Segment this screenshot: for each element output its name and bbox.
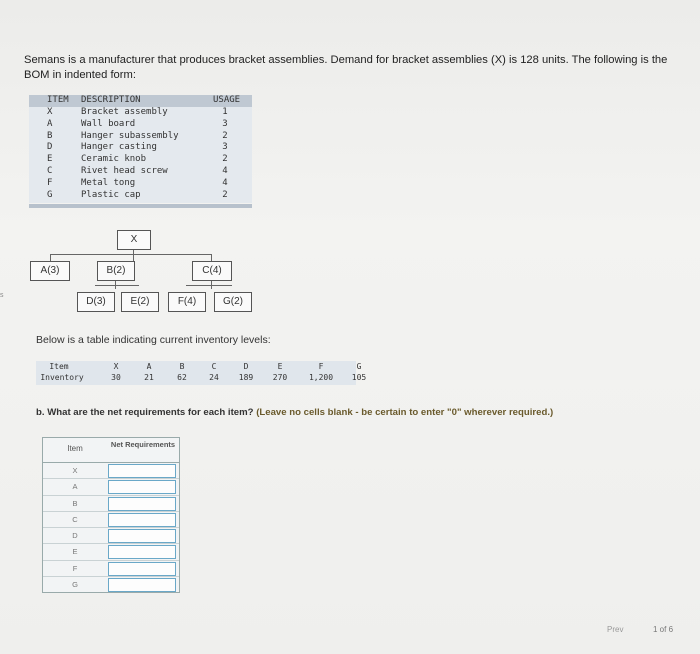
- tree-connector: [50, 254, 211, 255]
- answer-header-row: [43, 438, 179, 463]
- bom-usage: 4: [222, 177, 228, 188]
- inventory-intro: Below is a table indicating current inventory levels:: [36, 334, 271, 346]
- answer-row: [43, 512, 179, 528]
- prev-button[interactable]: Prev: [607, 625, 624, 634]
- inventory-item: G: [356, 362, 362, 371]
- bom-usage: 3: [222, 118, 228, 129]
- net-requirement-input[interactable]: [108, 562, 176, 576]
- inventory-value: 24: [209, 373, 219, 382]
- inventory-item: D: [243, 362, 249, 371]
- net-requirement-input[interactable]: [108, 497, 176, 511]
- bom-header-item: ITEM: [47, 95, 69, 105]
- answer-item-label: A: [72, 482, 78, 492]
- inventory-value: 21: [144, 373, 154, 382]
- tree-node-a: A(3): [30, 261, 70, 281]
- answer-item-label: X: [72, 466, 78, 475]
- bom-item: D: [47, 142, 53, 153]
- bom-description: Metal tong: [81, 177, 136, 188]
- bom-description: Ceramic knob: [81, 154, 147, 165]
- bom-description: Rivet head screw: [81, 165, 168, 176]
- answer-item-label: G: [72, 580, 78, 590]
- inventory-value: 1,200: [308, 373, 334, 382]
- bom-usage: 1: [222, 107, 228, 117]
- inventory-value: 30: [111, 373, 121, 382]
- bom-row: [29, 107, 252, 119]
- bom-item: X: [47, 107, 53, 117]
- bom-item: F: [47, 177, 53, 188]
- tree-node-g: G(2): [214, 292, 252, 312]
- inventory-item: C: [211, 362, 217, 371]
- inventory-item: B: [179, 362, 185, 371]
- tree-connector: [50, 254, 51, 261]
- inventory-table: [36, 361, 367, 385]
- question-note: (Leave no cells blank - be certain to enter "0" wherever required.): [256, 407, 554, 418]
- answer-row: [43, 463, 179, 479]
- tree-node-b: B(2): [97, 261, 135, 281]
- bom-usage: 3: [222, 142, 228, 153]
- bom-row: [29, 178, 252, 190]
- bom-description: Plastic cap: [81, 189, 141, 200]
- inventory-item: E: [277, 362, 283, 371]
- tree-connector: [95, 285, 139, 286]
- inventory-value: 105: [351, 373, 367, 382]
- net-requirement-input[interactable]: [108, 464, 176, 478]
- bom-row: [29, 142, 252, 154]
- answer-row: [43, 577, 179, 592]
- bom-item: A: [47, 118, 53, 129]
- bom-item: C: [47, 165, 53, 176]
- tree-node-e: E(2): [121, 292, 159, 312]
- bom-usage: 2: [222, 189, 228, 200]
- net-requirement-input[interactable]: [108, 529, 176, 543]
- bom-footer-bar: [29, 204, 252, 208]
- page-indicator: 1 of 6: [653, 625, 674, 634]
- inventory-item: X: [113, 362, 119, 371]
- answer-item-label: E: [72, 547, 78, 557]
- bom-row: [29, 154, 252, 166]
- bom-item: G: [47, 189, 53, 200]
- bom-description: Hanger casting: [81, 142, 157, 153]
- bom-body: [29, 107, 252, 203]
- answer-body: [43, 463, 179, 592]
- inventory-item: F: [318, 362, 324, 371]
- bom-header-description: DESCRIPTION: [81, 95, 141, 105]
- answer-item-label: D: [72, 531, 78, 541]
- tree-node-f: F(4): [168, 292, 206, 312]
- answer-header-item: Item: [67, 444, 83, 453]
- bom-header-usage: USAGE: [213, 95, 241, 105]
- bom-usage: 2: [222, 154, 228, 165]
- bom-table: [29, 95, 252, 208]
- bom-row: [29, 166, 252, 178]
- answer-item-label: B: [72, 498, 78, 508]
- bom-item: E: [47, 154, 53, 165]
- inventory-row-label: Item: [49, 362, 69, 371]
- answer-row: [43, 544, 179, 560]
- question: [36, 407, 553, 418]
- bom-row: [29, 131, 252, 143]
- net-requirement-input[interactable]: [108, 545, 176, 559]
- net-requirement-input[interactable]: [108, 513, 176, 527]
- net-requirements-table: [42, 437, 180, 593]
- tree-node-d: D(3): [77, 292, 115, 312]
- inventory-value: 189: [238, 373, 254, 382]
- bom-usage: 4: [222, 165, 228, 176]
- bom-description: Wall board: [81, 118, 136, 129]
- bom-item: B: [47, 130, 53, 141]
- tree-connector: [211, 254, 212, 261]
- tree-connector: [133, 250, 134, 261]
- inventory-item: A: [146, 362, 152, 371]
- problem-intro: Semans is a manufacturer that produces bracket assemblies. Demand for bracket assemblies (X) is 128 units. The following is the BOM in indented form:: [24, 54, 668, 81]
- net-requirement-input[interactable]: [108, 578, 176, 592]
- tree-node-c: C(4): [192, 261, 232, 281]
- answer-row: [43, 528, 179, 544]
- answer-row: [43, 561, 179, 577]
- answer-row: [43, 496, 179, 512]
- inventory-value: 62: [177, 373, 187, 382]
- tree-connector: [186, 285, 232, 286]
- bom-header-row: [29, 95, 252, 107]
- answer-row: [43, 479, 179, 495]
- tree-node-x: X: [117, 230, 151, 250]
- inventory-row-label: Inventory: [40, 373, 84, 382]
- bom-row: [29, 119, 252, 131]
- bom-usage: 2: [222, 130, 228, 141]
- inventory-value: 270: [272, 373, 288, 382]
- bom-description: Hanger subassembly: [81, 130, 179, 141]
- inventory-item-row: [36, 362, 362, 373]
- bom-row: [29, 190, 252, 202]
- answer-item-label: F: [72, 563, 78, 573]
- answer-item-label: C: [72, 514, 78, 524]
- answer-header-net: Net Requirements: [110, 440, 176, 449]
- bom-description: Bracket assembly: [81, 107, 168, 117]
- edge-mark: s: [0, 292, 4, 299]
- question-text: b. What are the net requirements for each item?: [36, 407, 254, 418]
- net-requirement-input[interactable]: [108, 480, 176, 494]
- inventory-value-row: [36, 373, 367, 384]
